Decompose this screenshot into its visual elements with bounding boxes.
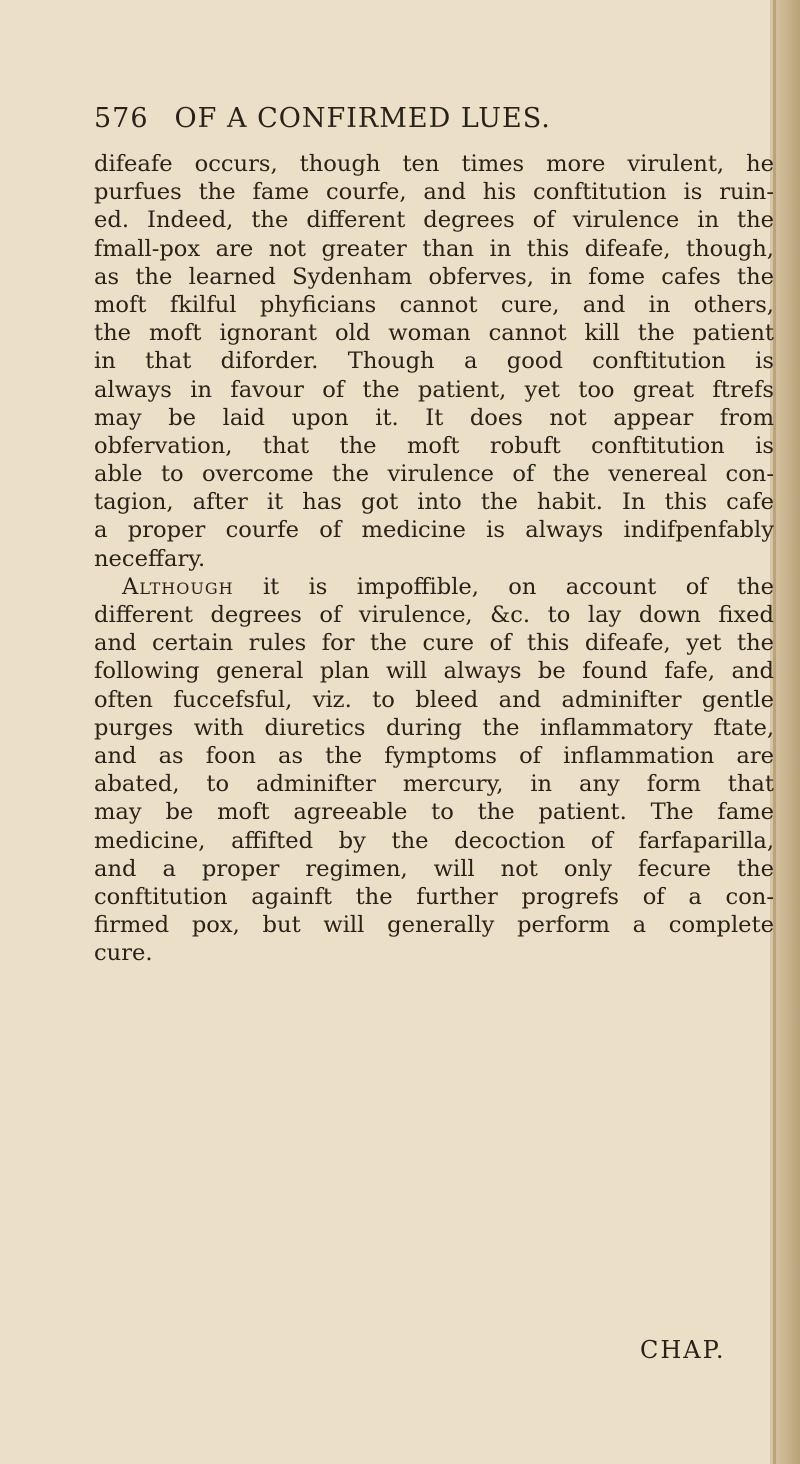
text-line: purfues the fame courfe, and his conftitution is ruin- [94,179,774,206]
text-line: following general plan will always be found fafe, and [94,658,774,685]
catchword: CHAP. [640,1336,726,1364]
page-number: 576 [94,103,149,134]
text-line: the moft ignorant old woman cannot kill the patient [94,320,774,347]
text-line: in that diforder. Though a good conftitution is [94,348,774,375]
text-line: always in favour of the patient, yet too great ftrefs [94,376,774,403]
paragraph-2 [94,573,774,968]
body-text [94,150,774,967]
text-line: and as foon as the fymptoms of inflammation are [94,742,774,769]
text-line: conftitution againft the further progrefs of a con- [94,883,774,910]
running-head [94,103,714,147]
text-line: tagion, after it has got into the habit. In this cafe [94,489,774,516]
text-line [94,573,774,601]
text-line: medicine, affifted by the decoction of farfaparilla, [94,827,774,854]
first-line-text: it is impoffible, on account of the [233,573,774,600]
running-title: OF A CONFIRMED LUES. [174,103,551,134]
text-line: purges with diuretics during the inflammatory ftate, [94,714,774,741]
text-line: fmall-pox are not greater than in this difeafe, though, [94,235,774,262]
text-line: able to overcome the virulence of the venereal con- [94,461,774,488]
text-line: abated, to adminifter mercury, in any form that [94,771,774,798]
text-line: obfervation, that the moft robuft conftitution is [94,432,774,459]
text-line: as the learned Sydenham obferves, in fome cafes the [94,263,774,290]
paragraph-1 [94,150,774,573]
text-line: a proper courfe of medicine is always indifpenfably [94,517,774,544]
text-line: cure. [94,940,153,967]
text-line: may be moft agreeable to the patient. The fame [94,799,774,826]
text-line: neceffary. [94,545,206,572]
text-line: and a proper regimen, will not only fecure the [94,855,774,882]
text-line: ed. Indeed, the different degrees of virulence in the [94,207,774,234]
text-line: may be laid upon it. It does not appear from [94,404,774,431]
text-line: difeafe occurs, though ten times more virulent, he [94,151,774,177]
drop-word: Although [122,573,234,600]
text-line: often fuccefsful, viz. to bleed and adminifter gentle [94,686,774,713]
text-line: firmed pox, but will generally perform a complete [94,912,774,939]
text-line: and certain rules for the cure of this difeafe, yet the [94,630,774,657]
text-line: different degrees of virulence, &c. to lay down fixed [94,602,774,628]
text-line: moft fkilful phyficians cannot cure, and in others, [94,291,774,318]
